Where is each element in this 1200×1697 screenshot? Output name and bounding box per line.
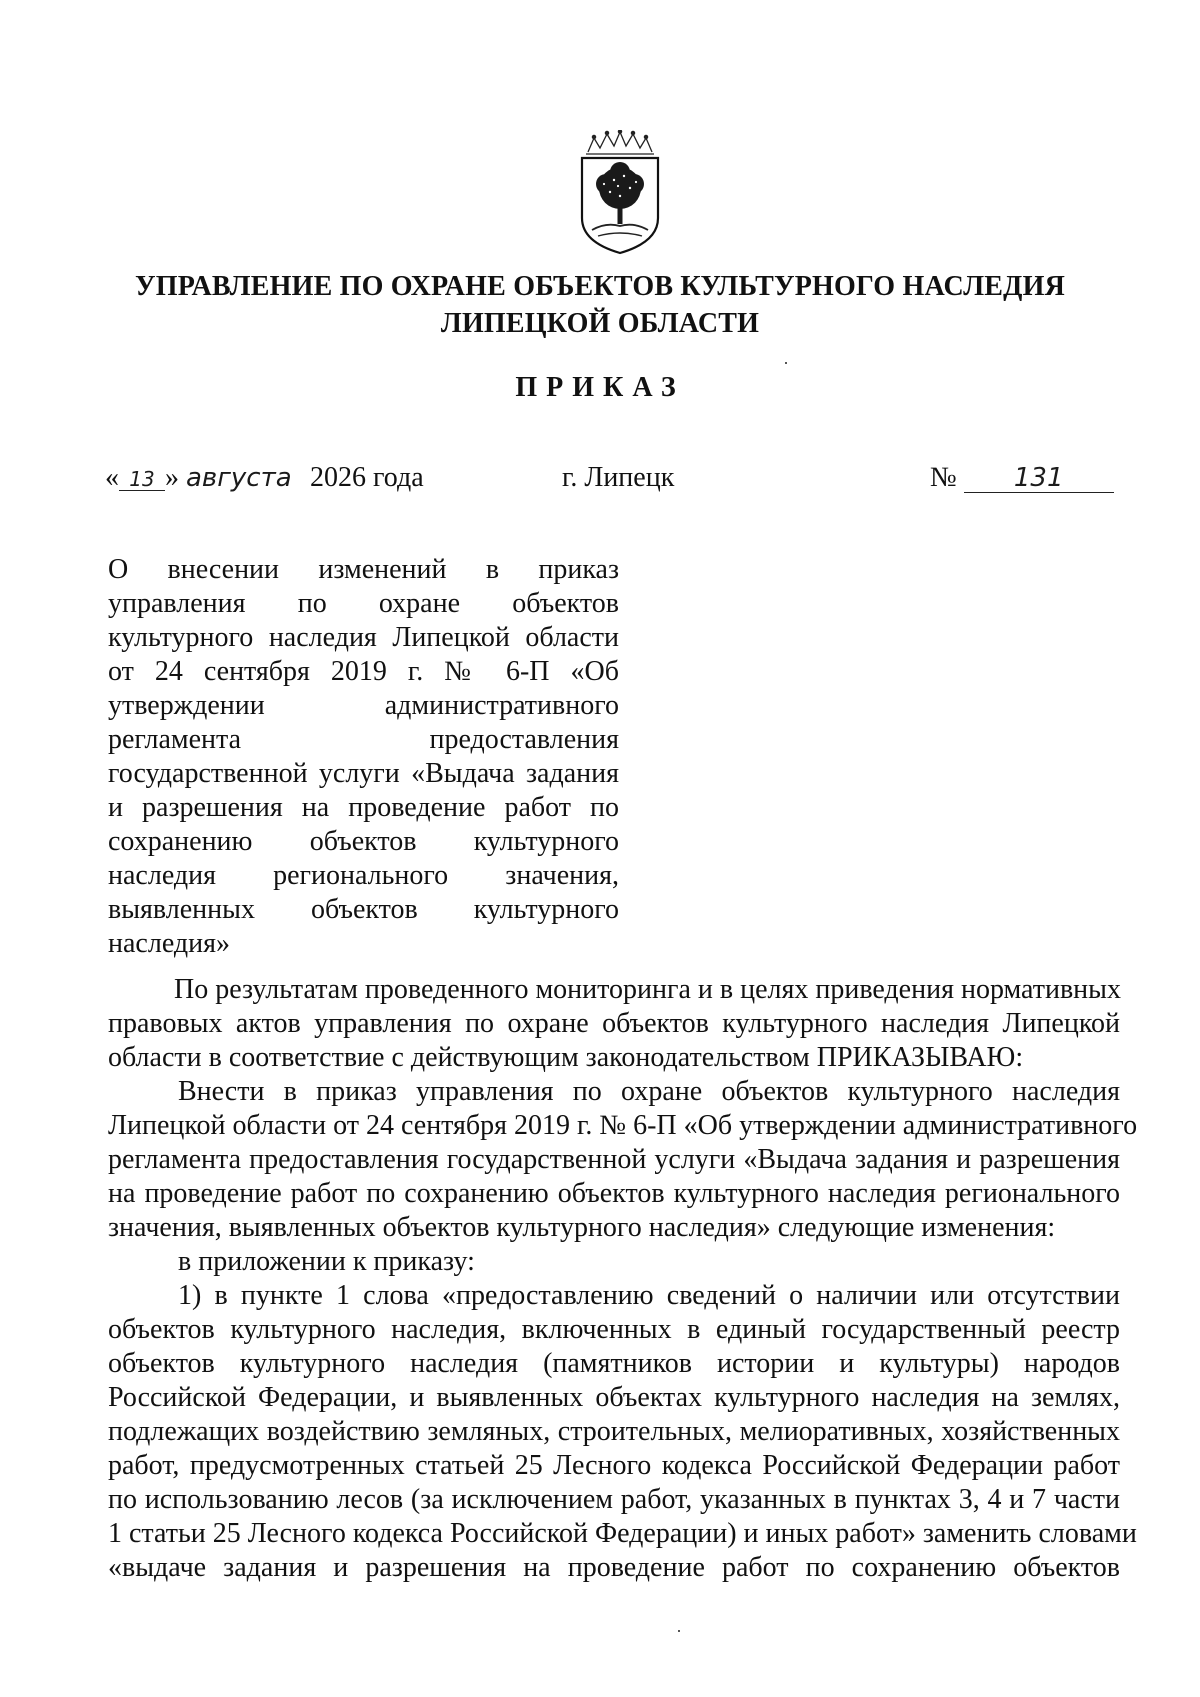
subject-line: от 24 сентября 2019 г. № 6-П «Об bbox=[108, 656, 619, 687]
body-line: правовых актов управления по охране объектов культурного наследия Липецкой bbox=[108, 1008, 1120, 1039]
body-line: подлежащих воздействию земляных, строительных, мелиоративных, хозяйственных bbox=[108, 1416, 1120, 1447]
date-year: 2026 года bbox=[310, 462, 424, 493]
organization-name bbox=[100, 268, 1100, 342]
document-type: ПРИКАЗ bbox=[515, 372, 685, 403]
number-value-handwritten: 131 bbox=[964, 464, 1114, 493]
coat-of-arms-emblem bbox=[574, 130, 666, 255]
scan-speck bbox=[678, 1630, 680, 1632]
body-line: объектов культурного наследия, включенных в единый государственный реестр bbox=[108, 1314, 1120, 1345]
body-line: значения, выявленных объектов культурного наследия» следующие изменения: bbox=[108, 1212, 1056, 1243]
organization-name-line: ЛИПЕЦКОЙ ОБЛАСТИ bbox=[440, 308, 760, 339]
subject-line: наследия регионального значения, bbox=[108, 860, 619, 891]
document-body bbox=[108, 973, 1138, 1585]
scan-speck bbox=[785, 362, 787, 364]
body-line: объектов культурного наследия (памятников истории и культуры) народов bbox=[108, 1348, 1120, 1379]
body-line: в приложении к приказу: bbox=[178, 1246, 475, 1277]
body-line: на проведение работ по сохранению объектов культурного наследия регионального bbox=[108, 1178, 1120, 1209]
body-line: По результатам проведенного мониторинга и в целях приведения нормативных bbox=[174, 974, 1121, 1005]
subject-line: сохранению объектов культурного bbox=[108, 826, 619, 857]
subject-line: культурного наследия Липецкой области bbox=[108, 622, 619, 653]
date-day-handwritten: 13 bbox=[119, 468, 165, 491]
date-month-handwritten: августа bbox=[186, 463, 292, 493]
oak-tree-icon bbox=[596, 162, 644, 224]
number-label: № bbox=[930, 462, 957, 493]
body-line: работ, предусмотренных статьей 25 Лесного кодекса Российской Федерации работ bbox=[108, 1450, 1120, 1481]
organization-name-line: УПРАВЛЕНИЕ ПО ОХРАНЕ ОБЪЕКТОВ КУЛЬТУРНОГО НАСЛЕДИЯ bbox=[135, 271, 1065, 302]
body-line: регламента предоставления государственной услуги «Выдача задания и разрешения bbox=[108, 1144, 1120, 1175]
subject-line: наследия» bbox=[108, 928, 230, 959]
subject-line: и разрешения на проведение работ по bbox=[108, 792, 619, 823]
document-number bbox=[930, 462, 1114, 494]
open-quote: « bbox=[105, 462, 119, 493]
body-line: Липецкой области от 24 сентября 2019 г. № 6-П «Об утверждении административного bbox=[108, 1110, 1138, 1141]
body-line: 1 статьи 25 Лесного кодекса Российской Федерации) и иных работ» заменить словами bbox=[108, 1518, 1137, 1549]
document-city: г. Липецк bbox=[562, 462, 675, 493]
body-line: Российской Федерации, и выявленных объектах культурного наследия на землях, bbox=[108, 1382, 1120, 1413]
close-quote: » bbox=[165, 462, 179, 493]
document-subject bbox=[108, 553, 619, 961]
subject-line: регламента предоставления bbox=[108, 724, 619, 755]
subject-line: О внесении изменений в приказ bbox=[108, 554, 619, 585]
body-line: области в соответствие с действующим законодательством ПРИКАЗЫВАЮ: bbox=[108, 1042, 1024, 1073]
body-line: Внести в приказ управления по охране объектов культурного наследия bbox=[178, 1076, 1120, 1107]
document-date bbox=[105, 462, 424, 494]
subject-line: государственной услуги «Выдача задания bbox=[108, 758, 619, 789]
body-line: по использованию лесов (за исключением работ, указанных в пунктах 3, 4 и 7 части bbox=[108, 1484, 1120, 1515]
subject-line: выявленных объектов культурного bbox=[108, 894, 619, 925]
body-line: 1) в пункте 1 слова «предоставлению сведений о наличии или отсутствии bbox=[178, 1280, 1120, 1311]
subject-line: утверждении административного bbox=[108, 690, 619, 721]
subject-line: управления по охране объектов bbox=[108, 588, 619, 619]
crown-icon bbox=[586, 130, 654, 154]
body-line: «выдаче задания и разрешения на проведение работ по сохранению объектов bbox=[108, 1552, 1120, 1583]
